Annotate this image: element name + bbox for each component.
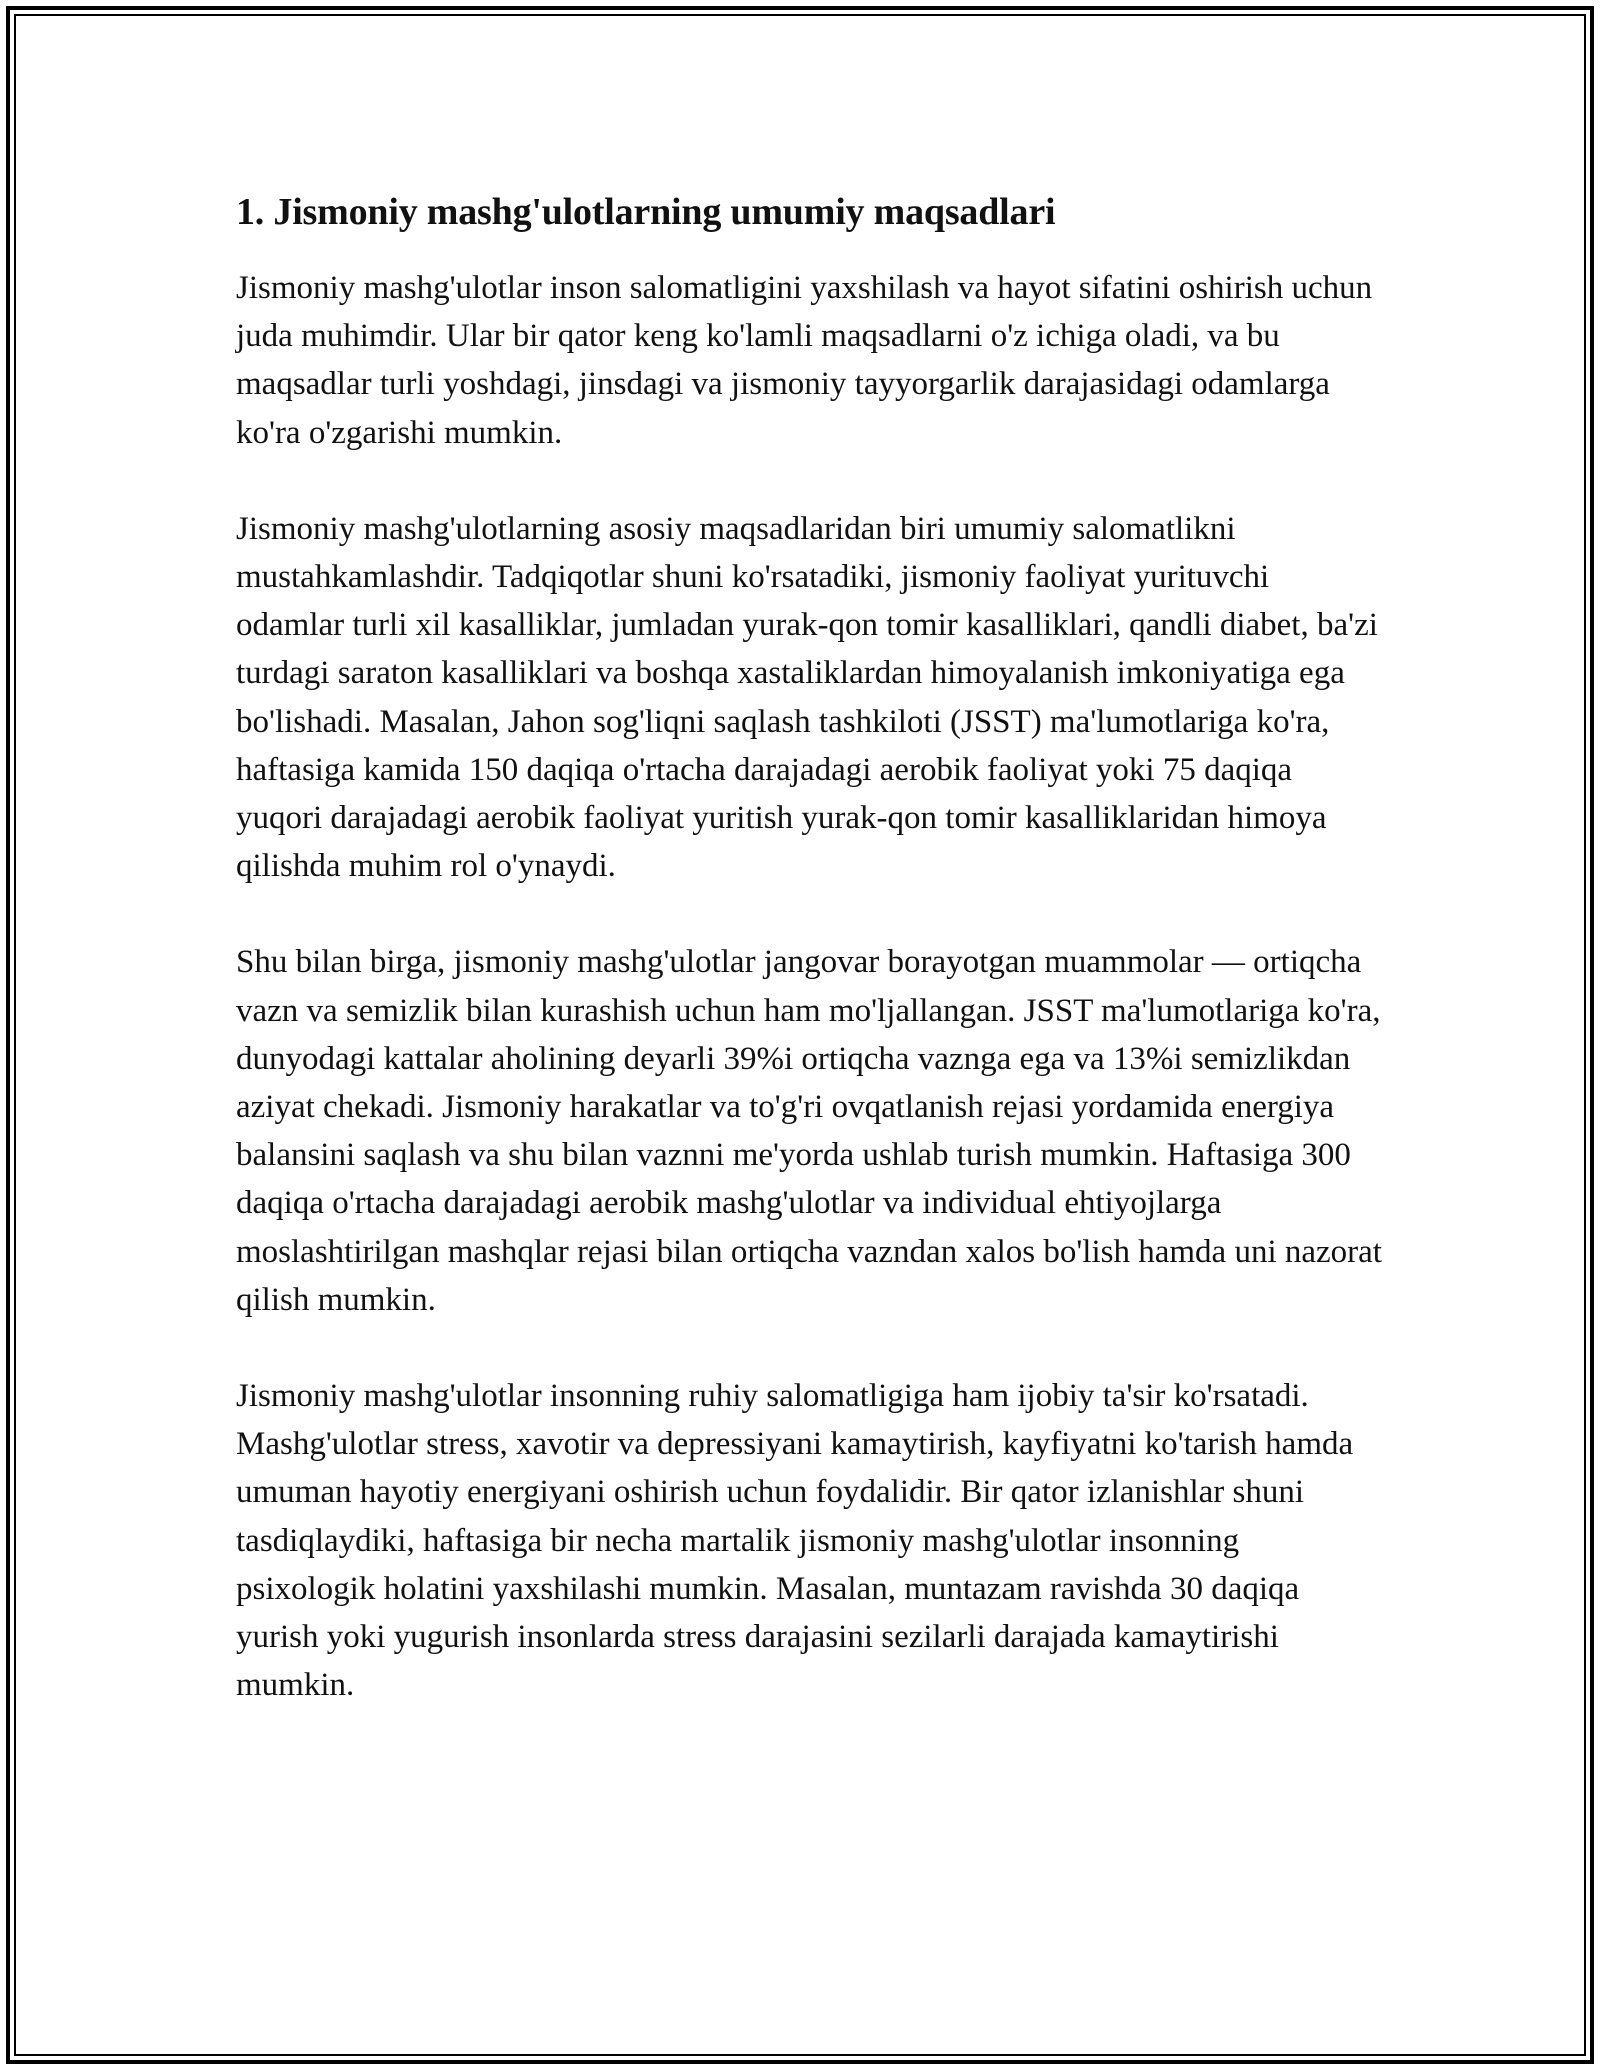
paragraph-mental-health: Jismoniy mashg'ulotlar insonning ruhiy salomatligiga ham ijobiy ta'sir ko'rsatadi. Mashg'ulotlar stress, xavotir va depressiyani kamaytirish, kayfiyatni ko'tarish hamda umuman hayotiy energiyani oshirish uchun foydalidir. Bir qator izlanishlar shuni tasdiqlaydiki, haftasiga bir necha martalik jismoniy mashg'ulotlar insonning psixologik holatini yaxshilashi mumkin. Masalan, muntazam ravishda 30 daqiqa yurish yoki yugurish insonlarda stress darajasini sezilarli darajada kamaytirishi mumkin.: [236, 1378, 1354, 1704]
paragraph-weight-control: Shu bilan birga, jismoniy mashg'ulotlar jangovar borayotgan muammolar — ortiqcha vazn va semizlik bilan kurashish uchun ham mo'ljallangan. JSST ma'lumotlariga ko'ra, dunyodagi kattalar aholining deyarli 39%i ortiqcha vaznga ega va 13%i semizlikdan aziyat chekadi. Jismoniy harakatlar va to'g'ri ovqatlanish rejasi yordamida energiya balansini saqlash va shu bilan vaznni me'yorda ushlab turish mumkin. Haftasiga 300 daqiqa o'rtacha darajadagi aerobik mashg'ulotlar va individual ehtiyojlarga moslashtirilgan mashqlar rejasi bilan ortiqcha vazndan xalos bo'lish hamda uni nazorat qilish mumkin.: [236, 944, 1382, 1318]
section-heading: 1. Jismoniy mashg'ulotlarning umumiy maqsadlari: [236, 191, 1056, 233]
paragraph-intro: Jismoniy mashg'ulotlar inson salomatligini yaxshilash va hayot sifatini oshirish uchun juda muhimdir. Ular bir qator keng ko'lamli maqsadlarni o'z ichiga oladi, va bu maqsadlar turli yoshdagi, jinsdagi va jismoniy tayyorgarlik darajasidagi odamlarga ko'ra o'zgarishi mumkin.: [236, 270, 1373, 451]
paragraph-general-health: Jismoniy mashg'ulotlarning asosiy maqsadlaridan biri umumiy salomatlikni mustahkamlashdir. Tadqiqotlar shuni ko'rsatadiki, jismoniy faoliyat yurituvchi odamlar turli xil kasalliklar, jumladan yurak-qon tomir kasalliklari, qandli diabet, ba'zi turdagi saraton kasalliklari va boshqa xastaliklardan himoyalanish imkoniyatiga ega bo'lishadi. Masalan, Jahon sog'liqni saqlash tashkiloti (JSST) ma'lumotlariga ko'ra, haftasiga kamida 150 daqiqa o'rtacha darajadagi aerobik faoliyat yoki 75 daqiqa yuqori darajadagi aerobik faoliyat yuritish yurak-qon tomir kasalliklaridan himoya qilishda muhim rol o'ynaydi.: [236, 510, 1378, 885]
document-body: [236, 184, 1384, 1709]
